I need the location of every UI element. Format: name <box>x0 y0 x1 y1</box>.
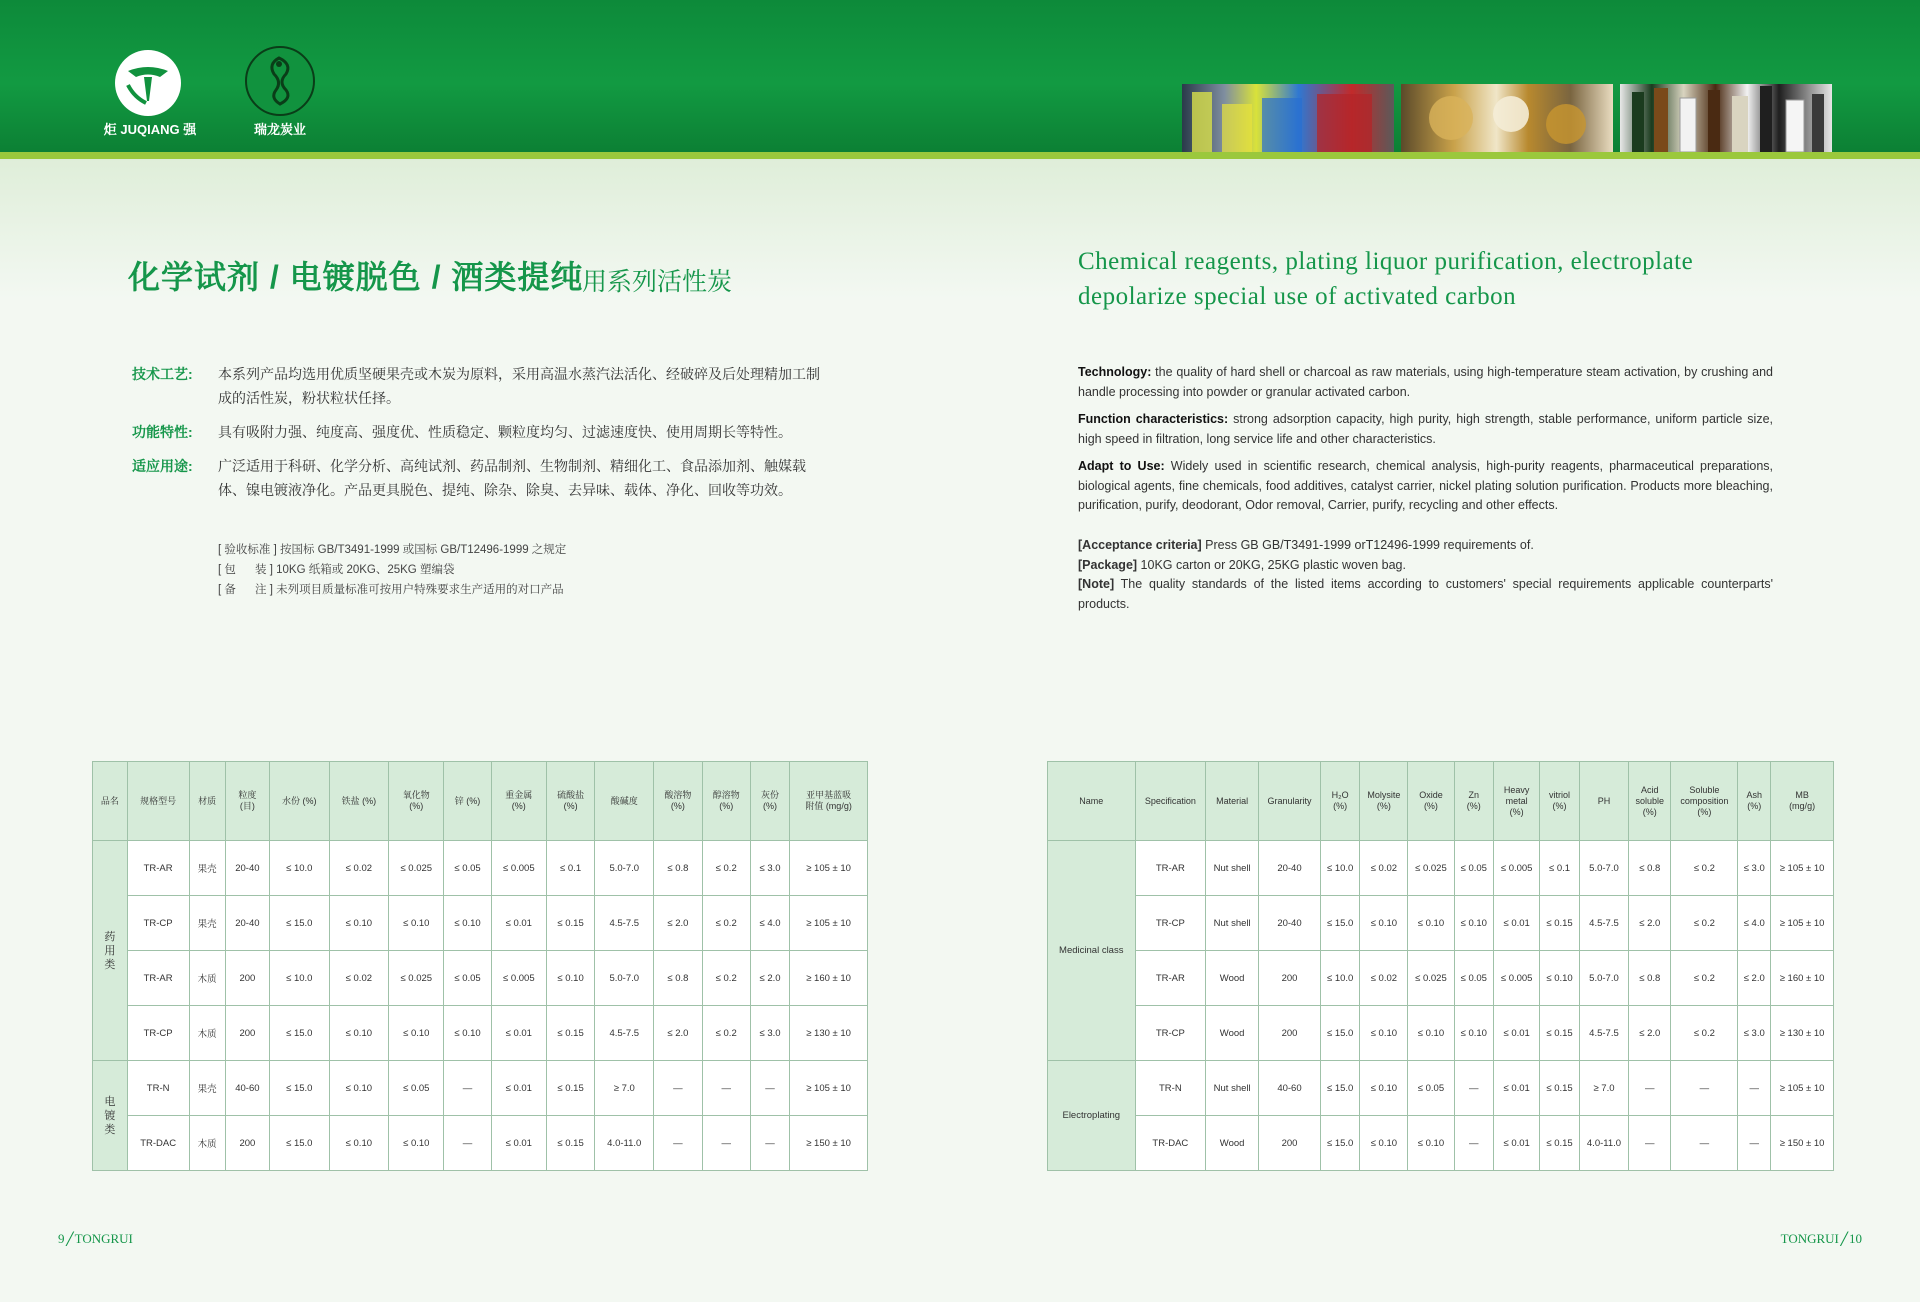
table-row <box>1048 841 1834 896</box>
table-cell: ≤ 0.10 <box>1360 1061 1408 1116</box>
en-label: Function characteristics: <box>1078 412 1229 426</box>
table-cell: 4.5-7.5 <box>595 896 654 951</box>
table-cell: ≤ 0.05 <box>389 1061 444 1116</box>
table-cell: TR-DAC <box>127 1116 189 1171</box>
table-cell: ≤ 0.15 <box>1540 1116 1580 1171</box>
table-cell: — <box>444 1061 491 1116</box>
table-cell: ≤ 0.05 <box>1454 841 1494 896</box>
column-header: Specification <box>1135 762 1206 841</box>
cn-row-technology <box>132 362 832 410</box>
table-row <box>93 1116 868 1171</box>
column-header: Heavy metal (%) <box>1494 762 1540 841</box>
table-cell: 4.0-11.0 <box>1579 1116 1628 1171</box>
table-cell: Nut shell <box>1206 896 1259 951</box>
cn-row-function <box>132 420 832 444</box>
category-cell <box>1048 841 1136 1061</box>
table-cell: ≤ 0.05 <box>444 951 491 1006</box>
table-cell: ≤ 15.0 <box>269 896 329 951</box>
table-cell: TR-AR <box>1135 841 1206 896</box>
table-cell: ≤ 0.2 <box>702 1006 750 1061</box>
table-cell: 200 <box>225 1006 269 1061</box>
table-cell: ≤ 0.005 <box>1494 841 1540 896</box>
table-cell: ≤ 2.0 <box>1738 951 1771 1006</box>
ruilong-logo <box>240 40 320 140</box>
table-header-row <box>1048 762 1834 841</box>
table-cell: ≥ 7.0 <box>1579 1061 1628 1116</box>
table-cell: TR-N <box>1135 1061 1206 1116</box>
category-label: Electroplating <box>1062 1110 1121 1121</box>
table-cell: ≤ 0.10 <box>329 896 389 951</box>
table-cell: ≤ 0.2 <box>1671 896 1738 951</box>
en-note-text: Press GB GB/T3491-1999 orT12496-1999 requirements of. <box>1201 538 1534 552</box>
table-cell: ≤ 0.15 <box>1540 1006 1580 1061</box>
table-cell: 40-60 <box>225 1061 269 1116</box>
table-row <box>93 1006 868 1061</box>
en-text: strong adsorption capacity, high purity, high strength, stable performance, uniform particle size, high speed in filtration, long service life and other characteristics. <box>1078 412 1773 446</box>
table-cell: ≤ 0.10 <box>1360 1116 1408 1171</box>
table-cell: ≤ 0.15 <box>546 896 594 951</box>
table-cell: ≤ 0.01 <box>491 1116 546 1171</box>
table-cell: ≤ 0.8 <box>654 951 702 1006</box>
table-cell: ≤ 0.8 <box>1629 841 1671 896</box>
juqiang-logo-icon <box>122 57 174 109</box>
table-cell: ≤ 0.2 <box>702 896 750 951</box>
table-row <box>93 951 868 1006</box>
gold-jewelry-photo <box>1401 84 1613 152</box>
table-cell: ≤ 15.0 <box>1320 896 1360 951</box>
table-cell: ≤ 0.10 <box>389 1116 444 1171</box>
table-cell: ≤ 0.10 <box>444 1006 491 1061</box>
table-cell: ≤ 4.0 <box>1738 896 1771 951</box>
en-notes <box>1078 536 1773 614</box>
table-cell: 200 <box>1259 1006 1321 1061</box>
en-note-label: [Package] <box>1078 557 1138 572</box>
table-cell: TR-AR <box>127 951 189 1006</box>
column-header: Name <box>1048 762 1136 841</box>
table-cell: ≤ 0.10 <box>546 951 594 1006</box>
column-header: Material <box>1206 762 1259 841</box>
column-header: Zn (%) <box>1454 762 1494 841</box>
table-cell: ≤ 2.0 <box>1629 1006 1671 1061</box>
column-header: PH <box>1579 762 1628 841</box>
table-cell: ≤ 0.10 <box>329 1006 389 1061</box>
table-cell: ≤ 0.02 <box>329 841 389 896</box>
table-cell: — <box>1738 1061 1771 1116</box>
table-cell: ≤ 3.0 <box>750 841 789 896</box>
table-cell: ≥ 7.0 <box>595 1061 654 1116</box>
table-cell: ≤ 0.05 <box>1408 1061 1454 1116</box>
cn-note: [ 验收标准 ] 按国标 GB/T3491-1999 或国标 GB/T12496-1999 之规定 <box>218 544 567 556</box>
table-cell: ≤ 0.15 <box>546 1061 594 1116</box>
liquor-bottles-photo <box>1620 84 1832 152</box>
footer-right <box>1781 1226 1862 1252</box>
table-cell: ≤ 0.025 <box>389 841 444 896</box>
table-cell: ≤ 0.2 <box>702 951 750 1006</box>
table-cell: ≥ 130 ± 10 <box>790 1006 868 1061</box>
cn-text: 本系列产品均选用优质坚硬果壳或木炭为原料，采用高温水蒸汽法活化、经破碎及后处理精加工制成的活性炭，粉状粒状任择。 <box>218 366 820 406</box>
table-cell: — <box>1629 1061 1671 1116</box>
column-header: 硫酸盐 (%) <box>546 762 594 841</box>
en-paragraph-technology <box>1078 363 1773 402</box>
table-cell: ≤ 0.1 <box>546 841 594 896</box>
table-cell: — <box>750 1061 789 1116</box>
table-cell: — <box>1671 1116 1738 1171</box>
table-cell: ≥ 105 ± 10 <box>790 841 868 896</box>
table-row <box>93 1061 868 1116</box>
table-cell: TR-CP <box>127 896 189 951</box>
table-cell: ≤ 0.05 <box>1454 951 1494 1006</box>
table-cell: 200 <box>225 1116 269 1171</box>
table-cell: 果壳 <box>189 896 225 951</box>
footer-left <box>58 1226 133 1252</box>
table-cell: TR-CP <box>1135 896 1206 951</box>
table-row <box>1048 951 1834 1006</box>
table-header-row <box>93 762 868 841</box>
footer-brand-right: TONGRUI <box>1780 1231 1839 1246</box>
table-cell: ≤ 10.0 <box>269 841 329 896</box>
table-cell: ≤ 2.0 <box>654 1006 702 1061</box>
column-header: 材质 <box>189 762 225 841</box>
table-cell: ≤ 0.10 <box>1540 951 1580 1006</box>
table-cell: ≤ 0.025 <box>1408 841 1454 896</box>
column-header: 品名 <box>93 762 128 841</box>
cn-note: [ 备 注 ] 未列项目质量标准可按用户特殊要求生产适用的对口产品 <box>218 584 564 596</box>
table-row <box>1048 1061 1834 1116</box>
table-cell: 20-40 <box>1259 896 1321 951</box>
table-cell: — <box>1629 1116 1671 1171</box>
table-cell: 20-40 <box>225 841 269 896</box>
spec-table-cn <box>92 761 868 1171</box>
column-header: 粒度 (目) <box>225 762 269 841</box>
table-cell: ≤ 0.10 <box>1408 1006 1454 1061</box>
cn-description <box>132 362 832 512</box>
table-cell: 20-40 <box>225 896 269 951</box>
table-cell: 4.5-7.5 <box>595 1006 654 1061</box>
table-cell: ≤ 10.0 <box>1320 841 1360 896</box>
table-cell: — <box>750 1116 789 1171</box>
table-cell: ≤ 15.0 <box>269 1116 329 1171</box>
table-cell: 4.5-7.5 <box>1579 896 1628 951</box>
table-cell: ≥ 105 ± 10 <box>1771 841 1834 896</box>
table-cell: ≤ 0.15 <box>1540 896 1580 951</box>
table-cell: 木质 <box>189 1116 225 1171</box>
cn-text: 广泛适用于科研、化学分析、高纯试剂、药品制剂、生物制剂、精细化工、食品添加剂、触媒载体、镍电镀液净化。产品更具脱色、提纯、除杂、除臭、去异味、载体、净化、回收等功效。 <box>218 458 806 498</box>
cn-label: 功能特性: <box>132 424 193 440</box>
category-cell <box>1048 1061 1136 1171</box>
table-cell: ≤ 10.0 <box>269 951 329 1006</box>
table-cell: TR-N <box>127 1061 189 1116</box>
en-description <box>1078 363 1773 524</box>
table-cell: ≤ 0.10 <box>329 1116 389 1171</box>
table-cell: — <box>444 1116 491 1171</box>
en-note <box>1078 556 1773 576</box>
table-cell: 5.0-7.0 <box>595 951 654 1006</box>
table-cell: ≥ 150 ± 10 <box>1771 1116 1834 1171</box>
table-cell: ≤ 0.02 <box>1360 951 1408 1006</box>
column-header: 灰份 (%) <box>750 762 789 841</box>
column-header: 水份 (%) <box>269 762 329 841</box>
table-cell: Nut shell <box>1206 841 1259 896</box>
table-row <box>93 896 868 951</box>
table-cell: ≤ 0.8 <box>1629 951 1671 1006</box>
juqiang-logo <box>100 40 200 140</box>
table-cell: ≥ 130 ± 10 <box>1771 1006 1834 1061</box>
category-label: Medicinal class <box>1059 945 1124 956</box>
table-cell: 果壳 <box>189 1061 225 1116</box>
en-note-label: [Note] <box>1078 577 1115 591</box>
table-cell: ≤ 0.01 <box>491 896 546 951</box>
table-cell: Nut shell <box>1206 1061 1259 1116</box>
cn-note: [ 包 装 ] 10KG 纸箱或 20KG、25KG 塑编袋 <box>218 564 455 576</box>
table-cell: TR-CP <box>1135 1006 1206 1061</box>
spec-table-en <box>1047 761 1834 1171</box>
column-header: 重金属 (%) <box>491 762 546 841</box>
table-cell: ≤ 0.01 <box>1494 1061 1540 1116</box>
table-row <box>1048 896 1834 951</box>
table-row <box>1048 1006 1834 1061</box>
table-cell: Wood <box>1206 1116 1259 1171</box>
table-cell: ≤ 0.02 <box>1360 841 1408 896</box>
table-cell: ≤ 0.15 <box>1540 1061 1580 1116</box>
en-note <box>1078 575 1773 614</box>
table-cell: 4.5-7.5 <box>1579 1006 1628 1061</box>
table-cell: ≤ 0.10 <box>1360 1006 1408 1061</box>
table-cell: ≤ 0.02 <box>329 951 389 1006</box>
page-title-cn: 化学试剂 / 电镀脱色 / 酒类提纯 <box>128 259 584 295</box>
table-cell: ≤ 0.005 <box>491 841 546 896</box>
table-cell: ≤ 15.0 <box>1320 1006 1360 1061</box>
table-cell: ≤ 0.005 <box>1494 951 1540 1006</box>
page-title-cn-sub: 用系列活性炭 <box>582 268 733 296</box>
table-cell: ≤ 0.01 <box>491 1061 546 1116</box>
table-cell: ≤ 0.01 <box>1494 1006 1540 1061</box>
category-label: 药用类 <box>104 930 116 971</box>
column-header: 酸溶物 (%) <box>654 762 702 841</box>
table-cell: ≤ 0.10 <box>329 1061 389 1116</box>
table-cell: ≤ 10.0 <box>1320 951 1360 1006</box>
table-cell: ≥ 150 ± 10 <box>790 1116 868 1171</box>
en-note <box>1078 536 1773 556</box>
cn-notes <box>218 540 566 600</box>
table-cell: ≥ 105 ± 10 <box>790 1061 868 1116</box>
table-cell: 200 <box>225 951 269 1006</box>
table-cell: 200 <box>1259 1116 1321 1171</box>
table-cell: ≤ 2.0 <box>750 951 789 1006</box>
table-cell: — <box>1454 1061 1494 1116</box>
table-cell: TR-DAC <box>1135 1116 1206 1171</box>
column-header: vitriol (%) <box>1540 762 1580 841</box>
table-cell: Wood <box>1206 1006 1259 1061</box>
table-cell: ≥ 105 ± 10 <box>1771 896 1834 951</box>
page-title-en: Chemical reagents, plating liquor purification, electroplate depolarize special use of activated carbon <box>1078 248 1694 310</box>
table-cell: 木质 <box>189 1006 225 1061</box>
table-cell: ≤ 15.0 <box>269 1061 329 1116</box>
en-text: Widely used in scientific research, chemical analysis, high-purity reagents, pharmaceutical preparations, biological agents, fine chemicals, food additives, catalyst carrier, nickel plating solution purification. Products more bleaching, purification, purify, deodorant, Odor removal, Carrier, purify, recycling and other effects. <box>1078 459 1773 512</box>
column-header: Molysite (%) <box>1360 762 1408 841</box>
table-cell: ≤ 0.10 <box>389 1006 444 1061</box>
table-cell: ≤ 2.0 <box>654 896 702 951</box>
table-cell: 5.0-7.0 <box>1579 951 1628 1006</box>
category-cell <box>93 1061 128 1171</box>
en-paragraph-function <box>1078 410 1773 449</box>
table-cell: TR-AR <box>127 841 189 896</box>
table-cell: ≤ 0.2 <box>1671 1006 1738 1061</box>
table-cell: ≤ 0.10 <box>1408 896 1454 951</box>
page-number-right: 10 <box>1849 1231 1862 1246</box>
dragon-icon <box>252 54 306 108</box>
table-cell: ≤ 0.2 <box>1671 841 1738 896</box>
table-cell: ≤ 0.15 <box>546 1006 594 1061</box>
table-cell: ≤ 0.10 <box>444 896 491 951</box>
footer-slash: / <box>1840 1226 1847 1251</box>
table-cell: ≤ 0.025 <box>389 951 444 1006</box>
en-text: the quality of hard shell or charcoal as raw materials, using high-temperature steam activation, by crushing and handle processing into powder or granular activated carbon. <box>1078 365 1773 399</box>
column-header: 亚甲基蓝吸 附值 (mg/g) <box>790 762 868 841</box>
en-note-label: [Acceptance criteria] <box>1078 538 1202 552</box>
table-cell: ≤ 0.01 <box>491 1006 546 1061</box>
cn-text: 具有吸附力强、纯度高、强度优、性质稳定、颗粒度均匀、过滤速度快、使用周期长等特性。 <box>218 424 792 440</box>
cn-label: 技术工艺: <box>132 366 193 382</box>
table-cell: ≤ 0.8 <box>654 841 702 896</box>
column-header: Acid soluble (%) <box>1629 762 1671 841</box>
table-cell: ≤ 2.0 <box>1629 896 1671 951</box>
table-cell: TR-CP <box>127 1006 189 1061</box>
table-cell: Wood <box>1206 951 1259 1006</box>
logo1-text: 炬 JUQIANG 强 <box>103 122 197 137</box>
table-cell: 40-60 <box>1259 1061 1321 1116</box>
table-cell: 200 <box>1259 951 1321 1006</box>
column-header: 规格型号 <box>127 762 189 841</box>
table-cell: ≥ 160 ± 10 <box>790 951 868 1006</box>
table-cell: ≤ 0.005 <box>491 951 546 1006</box>
table-cell: — <box>1671 1061 1738 1116</box>
en-label: Adapt to Use: <box>1078 459 1165 473</box>
cn-row-usage <box>132 454 832 502</box>
table-cell: 果壳 <box>189 841 225 896</box>
footer-brand-left: TONGRUI <box>74 1231 133 1246</box>
column-header: Oxide (%) <box>1408 762 1454 841</box>
column-header: Ash (%) <box>1738 762 1771 841</box>
table-cell: — <box>702 1061 750 1116</box>
table-cell: ≤ 15.0 <box>269 1006 329 1061</box>
column-header: 醇溶物 (%) <box>702 762 750 841</box>
footer-slash: / <box>66 1226 73 1251</box>
table-cell: ≤ 15.0 <box>1320 1061 1360 1116</box>
header-stripe <box>0 152 1920 159</box>
table-cell: ≤ 0.025 <box>1408 951 1454 1006</box>
category-label: 电镀类 <box>104 1095 116 1136</box>
table-cell: ≤ 0.2 <box>702 841 750 896</box>
table-cell: — <box>1454 1116 1494 1171</box>
table-cell: 20-40 <box>1259 841 1321 896</box>
table-cell: 5.0-7.0 <box>1579 841 1628 896</box>
table-cell: ≤ 0.01 <box>1494 896 1540 951</box>
table-cell: ≥ 160 ± 10 <box>1771 951 1834 1006</box>
table-cell: ≤ 0.05 <box>444 841 491 896</box>
table-cell: ≤ 0.10 <box>389 896 444 951</box>
table-row <box>1048 1116 1834 1171</box>
table-cell: ≥ 105 ± 10 <box>790 896 868 951</box>
table-cell: TR-AR <box>1135 951 1206 1006</box>
en-note-text: 10KG carton or 20KG, 25KG plastic woven bag. <box>1137 557 1406 572</box>
table-cell: — <box>1738 1116 1771 1171</box>
table-cell: ≤ 0.2 <box>1671 951 1738 1006</box>
en-note-text: The quality standards of the listed items according to customers' special requirements applicable counterparts' products. <box>1078 577 1773 611</box>
table-cell: ≤ 3.0 <box>750 1006 789 1061</box>
en-paragraph-usage <box>1078 457 1773 516</box>
column-header: 酸碱度 <box>595 762 654 841</box>
table-cell: ≤ 3.0 <box>1738 841 1771 896</box>
page-number-left: 9 <box>58 1231 65 1246</box>
table-cell: — <box>702 1116 750 1171</box>
table-cell: ≤ 0.01 <box>1494 1116 1540 1171</box>
chemical-reagents-photo <box>1182 84 1394 152</box>
table-cell: ≤ 3.0 <box>1738 1006 1771 1061</box>
table-cell: ≤ 4.0 <box>750 896 789 951</box>
table-row <box>93 841 868 896</box>
table-cell: ≤ 0.10 <box>1454 896 1494 951</box>
table-cell: ≤ 0.1 <box>1540 841 1580 896</box>
cn-label: 适应用途: <box>132 458 193 474</box>
column-header: 氧化物 (%) <box>389 762 444 841</box>
table-cell: ≥ 105 ± 10 <box>1771 1061 1834 1116</box>
table-cell: 木质 <box>189 951 225 1006</box>
column-header: MB (mg/g) <box>1771 762 1834 841</box>
table-cell: 4.0-11.0 <box>595 1116 654 1171</box>
column-header: H₂O (%) <box>1320 762 1360 841</box>
table-cell: ≤ 0.10 <box>1360 896 1408 951</box>
table-cell: 5.0-7.0 <box>595 841 654 896</box>
column-header: 铁盐 (%) <box>329 762 389 841</box>
table-cell: — <box>654 1116 702 1171</box>
table-cell: ≤ 0.15 <box>546 1116 594 1171</box>
en-label: Technology: <box>1078 365 1152 379</box>
column-header: Granularity <box>1259 762 1321 841</box>
column-header: 锌 (%) <box>444 762 491 841</box>
category-cell <box>93 841 128 1061</box>
table-cell: — <box>654 1061 702 1116</box>
table-cell: ≤ 0.10 <box>1408 1116 1454 1171</box>
table-cell: ≤ 0.10 <box>1454 1006 1494 1061</box>
column-header: Soluble composition (%) <box>1671 762 1738 841</box>
table-cell: ≤ 15.0 <box>1320 1116 1360 1171</box>
logo2-text: 瑞龙炭业 <box>253 122 306 137</box>
